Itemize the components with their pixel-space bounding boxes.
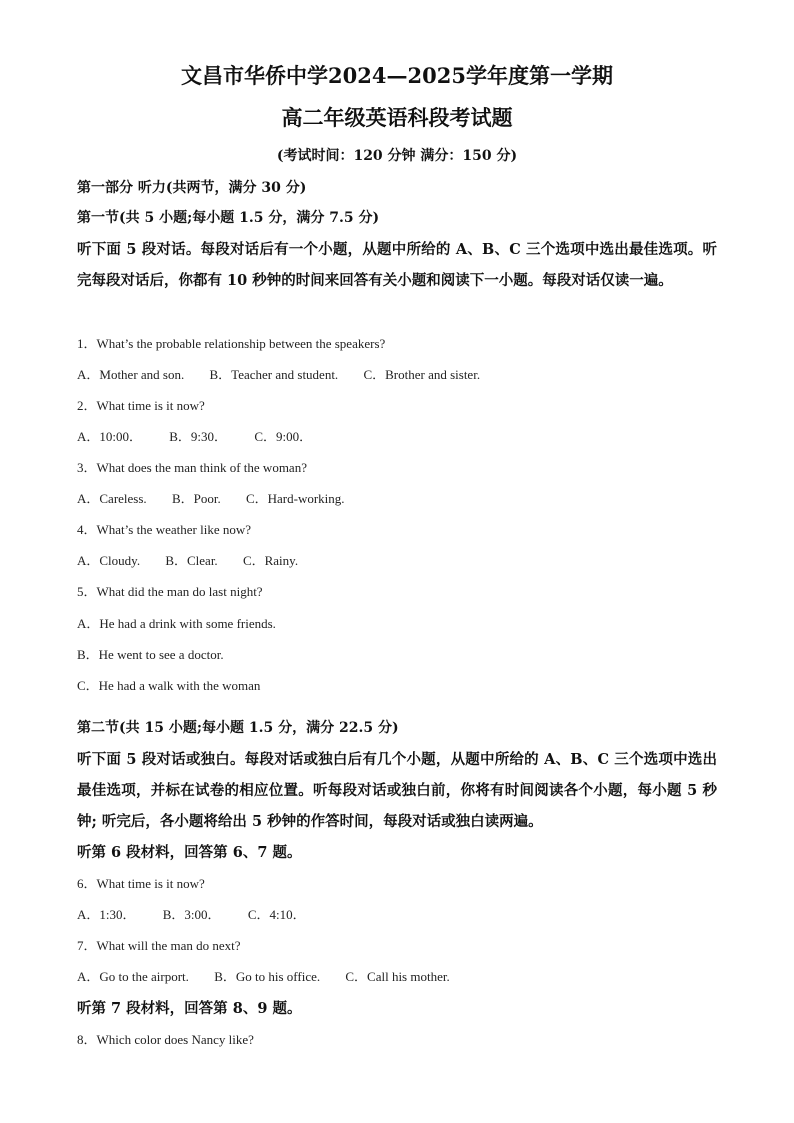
question-6-stem: 6．What time is it now? [77, 876, 205, 891]
option-c: C．4:10． [247, 907, 306, 922]
option-b: B．Teacher and student. [209, 367, 339, 382]
question-8-stem: 8．Which color does Nancy like? [77, 1032, 254, 1047]
question-4-options [77, 552, 298, 570]
option-c: C．Rainy. [242, 553, 299, 568]
option-c: C．Call his mother. [345, 969, 450, 984]
question-7-options [77, 968, 450, 986]
question-2-options [77, 428, 312, 446]
option-b: B．Poor. [171, 491, 221, 506]
option-a: A．Mother and son. [77, 367, 185, 382]
option-a: A．Careless. [77, 491, 147, 506]
section2-instructions: 听下面 5 段对话或独白。每段对话或独白后有几个小题，从题中所给的 A、B、C 三个选项中选出最佳选项，并标在试卷的相应位置。听每段对话或独白前，你将有时间阅读各个小题，每小题 5 秒钟; 听完后，各小题将给出 5 秒钟的作答时间，每段对话或独白读两遍。 [77, 751, 717, 830]
option-a: A．10:00． [77, 429, 143, 444]
question-3-options [77, 490, 345, 508]
question-5-option-c: C．He had a walk with the woman [77, 678, 261, 693]
question-6-options [77, 906, 306, 924]
exam-subtitle: 高二年级英语科段考试题 [281, 105, 513, 130]
option-c: C．Brother and sister. [363, 367, 481, 382]
question-4-stem: 4．What’s the weather like now? [77, 522, 251, 537]
option-b: B．Clear. [165, 553, 218, 568]
section2-heading: 第二节(共 15 小题;每小题 1.5 分，满分 22.5 分) [77, 720, 399, 736]
option-a: A．Cloudy. [77, 553, 141, 568]
section1-heading: 第一节(共 5 小题;每小题 1.5 分，满分 7.5 分) [77, 210, 380, 226]
option-a: A．1:30． [77, 907, 136, 922]
section1-instructions: 听下面 5 段对话。每段对话后有一个小题，从题中所给的 A、B、C 三个选项中选出最佳选项。听完每段对话后，你都有 10 秒钟的时间来回答有关小题和阅读下一小题。每段对话仅读一遍。 [77, 241, 717, 289]
question-5-option-a: A．He had a drink with some friends. [77, 616, 276, 631]
question-7-stem: 7．What will the man do next? [77, 938, 241, 953]
option-a: A．Go to the airport. [77, 969, 189, 984]
question-1-options [77, 366, 480, 384]
question-5-stem: 5．What did the man do last night? [77, 584, 263, 599]
option-c: C．9:00． [254, 429, 313, 444]
option-c: C．Hard-working. [245, 491, 345, 506]
material-7-heading: 听第 7 段材料，回答第 8、9 题。 [77, 1000, 302, 1017]
part1-heading: 第一部分 听力(共两节，满分 30 分) [77, 180, 307, 196]
question-1-stem: 1．What’s the probable relationship between the speakers? [77, 336, 386, 351]
exam-title: 文昌市华侨中学2024—2025学年度第一学期 [181, 63, 613, 88]
exam-info: (考试时间：120 分钟 满分：150 分) [276, 148, 518, 164]
question-5-option-b: B．He went to see a doctor. [77, 647, 224, 662]
option-b: B．9:30． [169, 429, 228, 444]
option-b: B．Go to his office. [214, 969, 321, 984]
option-b: B．3:00． [162, 907, 221, 922]
question-2-stem: 2．What time is it now? [77, 398, 205, 413]
question-3-stem: 3．What does the man think of the woman? [77, 460, 307, 475]
material-6-heading: 听第 6 段材料，回答第 6、7 题。 [77, 844, 302, 861]
